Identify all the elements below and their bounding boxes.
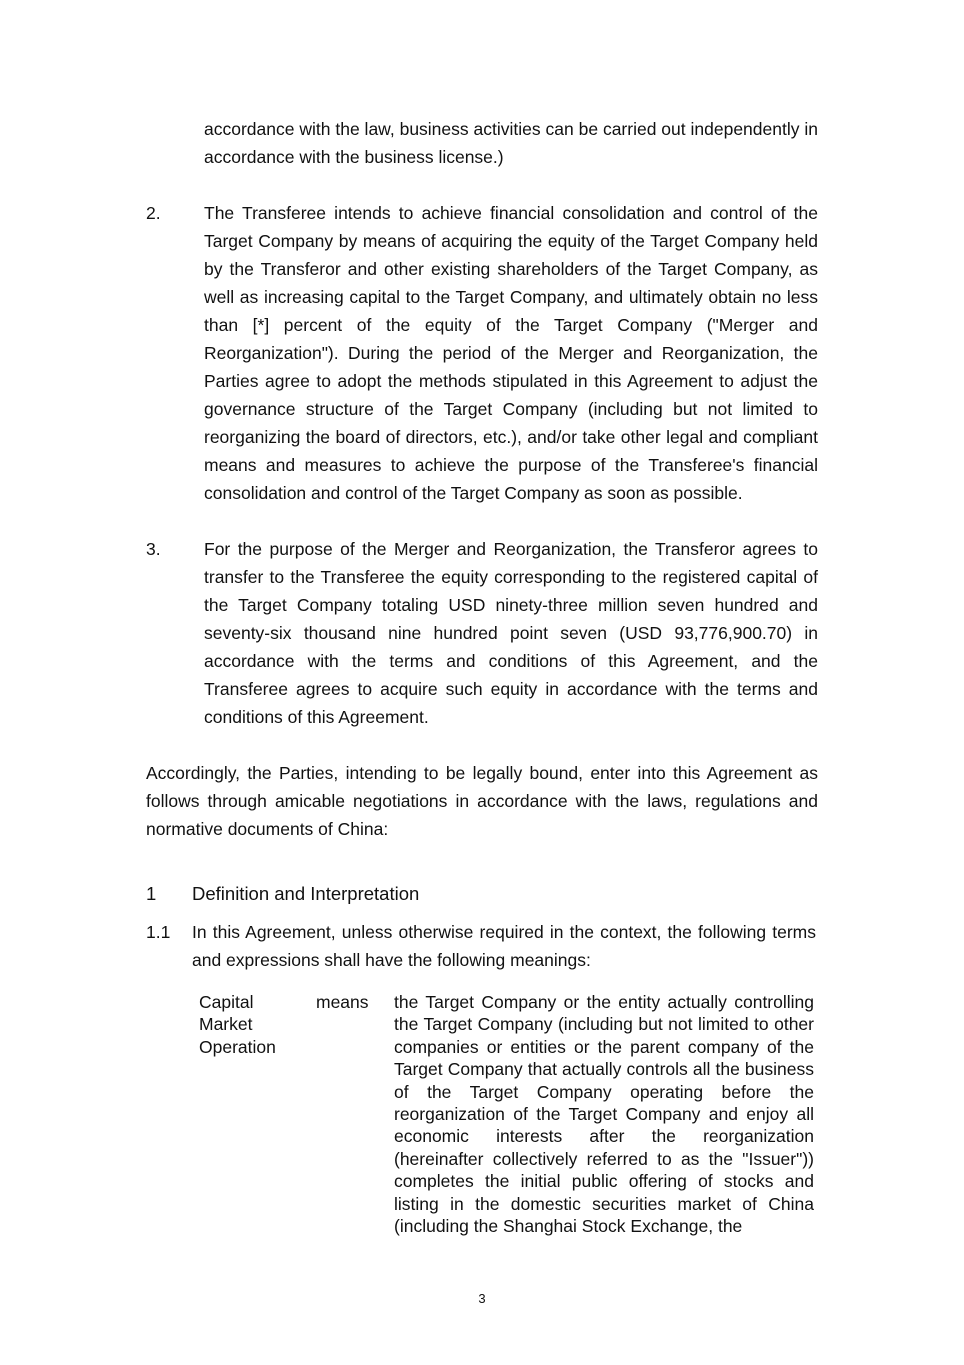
clause-text: In this Agreement, unless otherwise required in the context, the following terms and expressions shall have the following meanings: [192,922,816,970]
recital-3-text: For the purpose of the Merger and Reorganization, the Transferor agrees to transfer to the Transferee the equity corresponding to the registered capital of the Target Company totaling USD ninety-three million seven hundred and seventy-six thousand nine hundred point seven (USD 93,776,900.70) in accordance with the terms and conditions of this Agreement, and the Transferee agrees to acquire such equity in accordance with the terms and conditions of this Agreement. [204,539,818,727]
section-number: 1 [146,883,157,904]
section-title: Definition and Interpretation [192,883,420,904]
recital-2-text: The Transferee intends to achieve financial consolidation and control of the Target Company by means of acquiring the equity of the Target Company held by the Transferor and other existing shareholders of the Target Company, as well as increasing capital to the Target Company, and ultimately obtain no less than [*] percent of the equity of the Target Company ("Merger and Reorganization"). During the period of the Merger and Reorganization, the Parties agree to adopt the methods stipulated in this Agreement to adjust the governance structure of the Target Company (including but not limited to reorganizing the board of directors, etc.), and/or take other legal and compliant means and measures to achieve the purpose of the Transferee's financial consolidation and control of the Target Company as soon as possible. [204,203,818,503]
recital-number-2: 2. [146,203,161,223]
definition-connector: means [316,992,369,1012]
continued-paragraph: accordance with the law, business activities can be carried out independently in accordance with the business license.) [204,119,818,167]
page-number: 3 [478,1291,486,1306]
recital-number-3: 3. [146,539,161,559]
clause-number: 1.1 [146,922,171,942]
definition-meaning: the Target Company or the entity actually controlling the Target Company (including but not limited to other companies or entities or the parent company of the Target Company that actually controls all the business of the Target Company operating before the reorganization of the Target Company and enjoy all economic interests after the reorganization (hereinafter collectively referred to as the "Issuer")) completes the initial public offering of stocks and listing in the domestic securities market of China (including the Shanghai Stock Exchange, the [394,992,814,1237]
accordingly-paragraph: Accordingly, the Parties, intending to be legally bound, enter into this Agreement as follows through amicable negotiations in accordance with the laws, regulations and normative documents of China: [146,763,818,839]
definition-term: Capital Market Operation [199,992,276,1057]
